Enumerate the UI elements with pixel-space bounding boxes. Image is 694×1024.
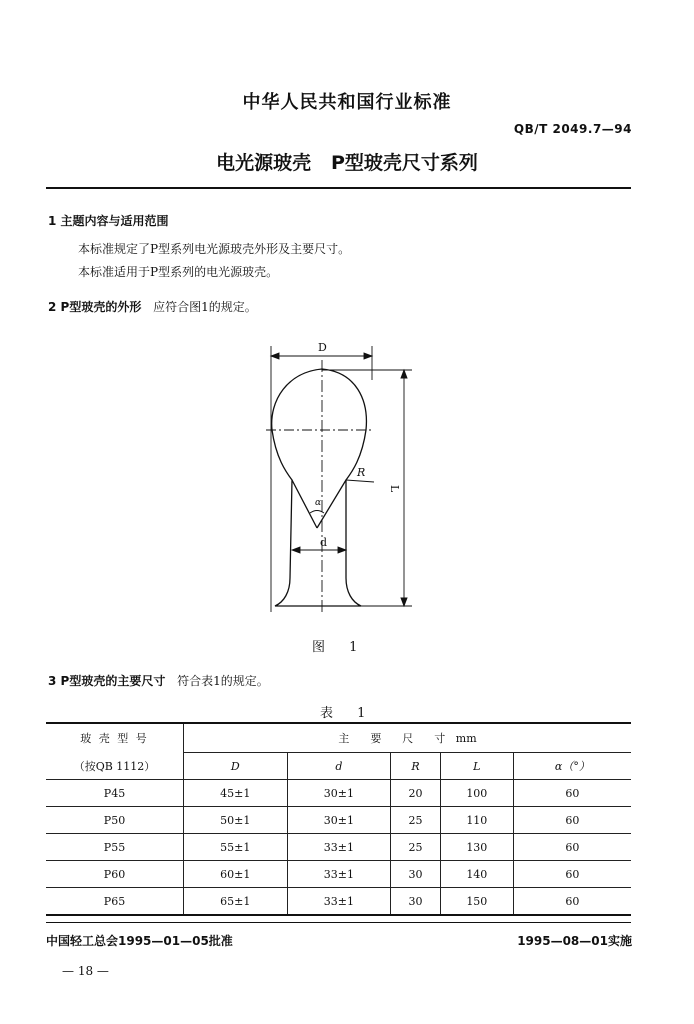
col-d-small: d (287, 753, 391, 780)
cell-l: 150 (440, 888, 513, 916)
cell-d-big: 55±1 (184, 834, 288, 861)
cell-d-big: 45±1 (184, 780, 288, 807)
arrow-l-bottom (401, 598, 407, 606)
cell-d-big: 65±1 (184, 888, 288, 916)
arrow-small-d-left (292, 547, 300, 553)
table-header-row (46, 723, 631, 753)
cell-l: 100 (440, 780, 513, 807)
cell-alpha: 60 (513, 780, 631, 807)
radius-leader (346, 480, 374, 482)
cell-d-big: 50±1 (184, 807, 288, 834)
cell-r: 25 (391, 807, 441, 834)
table-row (46, 888, 631, 916)
label-alpha: α (315, 498, 322, 508)
section-2-heading: 2 P型玻壳的外形 (48, 300, 142, 314)
bulb-outline (272, 369, 367, 606)
page-number: — 18 — (62, 964, 109, 978)
cell-l: 130 (440, 834, 513, 861)
document-title: 电光源玻壳 P型玻壳尺寸系列 (216, 152, 478, 174)
arrow-d-left (271, 353, 279, 359)
effective-date: 1995—08—01实施 (517, 934, 632, 948)
cell-alpha: 60 (513, 861, 631, 888)
section-1-heading: 1 主题内容与适用范围 (48, 214, 169, 228)
label-d-small: d (320, 536, 328, 549)
cell-d-small: 30±1 (287, 780, 391, 807)
arrow-l-top (401, 370, 407, 378)
footer-rule (46, 922, 631, 923)
section-1-paragraph-2: 本标准适用于P型系列的电光源玻壳。 (78, 265, 279, 279)
cell-model: P65 (46, 888, 184, 916)
bulb-outline-figure (262, 340, 422, 622)
cell-model: P60 (46, 861, 184, 888)
cell-d-small: 33±1 (287, 861, 391, 888)
cell-l: 110 (440, 807, 513, 834)
cell-r: 30 (391, 861, 441, 888)
table-row (46, 780, 631, 807)
section-3 (48, 672, 269, 689)
header-model-note: （按QB 1112） (73, 759, 156, 773)
table-caption: 表 1 (320, 706, 376, 721)
cell-l: 140 (440, 861, 513, 888)
table-row (46, 834, 631, 861)
arrow-d-right (364, 353, 372, 359)
section-3-heading: 3 P型玻壳的主要尺寸 (48, 674, 166, 688)
section-2 (48, 298, 257, 315)
arrow-small-d-right (338, 547, 346, 553)
cell-r: 30 (391, 888, 441, 916)
dimensions-table (46, 722, 631, 916)
col-l: L (440, 753, 513, 780)
table-row (46, 861, 631, 888)
figure-caption: 图 1 (312, 640, 368, 655)
col-alpha: α（°） (513, 753, 631, 780)
approval-statement: 中国轻工总会1995—01—05批准 (46, 934, 233, 948)
cell-alpha: 60 (513, 834, 631, 861)
standard-number: QB/T 2049.7—94 (513, 122, 632, 136)
label-r: R (357, 466, 366, 479)
label-d-big: D (318, 341, 327, 354)
cell-alpha: 60 (513, 888, 631, 916)
section-3-text: 符合表1的规定。 (177, 674, 269, 688)
cone-right (317, 480, 346, 528)
col-d-big: D (184, 753, 288, 780)
header-model: 玻 壳 型 号 (80, 732, 149, 746)
cell-d-small: 33±1 (287, 888, 391, 916)
cell-alpha: 60 (513, 807, 631, 834)
issuer-title: 中华人民共和国行业标准 (242, 92, 452, 113)
col-r: R (391, 753, 441, 780)
label-l: L (388, 485, 401, 493)
cell-r: 25 (391, 834, 441, 861)
cone-left (292, 480, 317, 528)
cell-model: P50 (46, 807, 184, 834)
cell-model: P45 (46, 780, 184, 807)
cell-d-small: 33±1 (287, 834, 391, 861)
title-rule (46, 187, 631, 189)
table-row (46, 807, 631, 834)
cell-r: 20 (391, 780, 441, 807)
cell-d-big: 60±1 (184, 861, 288, 888)
table-subheader-row (46, 753, 631, 780)
cell-d-small: 30±1 (287, 807, 391, 834)
section-1-paragraph-1: 本标准规定了P型系列电光源玻壳外形及主要尺寸。 (78, 242, 351, 256)
cell-model: P55 (46, 834, 184, 861)
header-main-dimensions: 主 要 尺 寸 mm (184, 723, 632, 753)
section-2-text: 应符合图1的规定。 (153, 300, 257, 314)
